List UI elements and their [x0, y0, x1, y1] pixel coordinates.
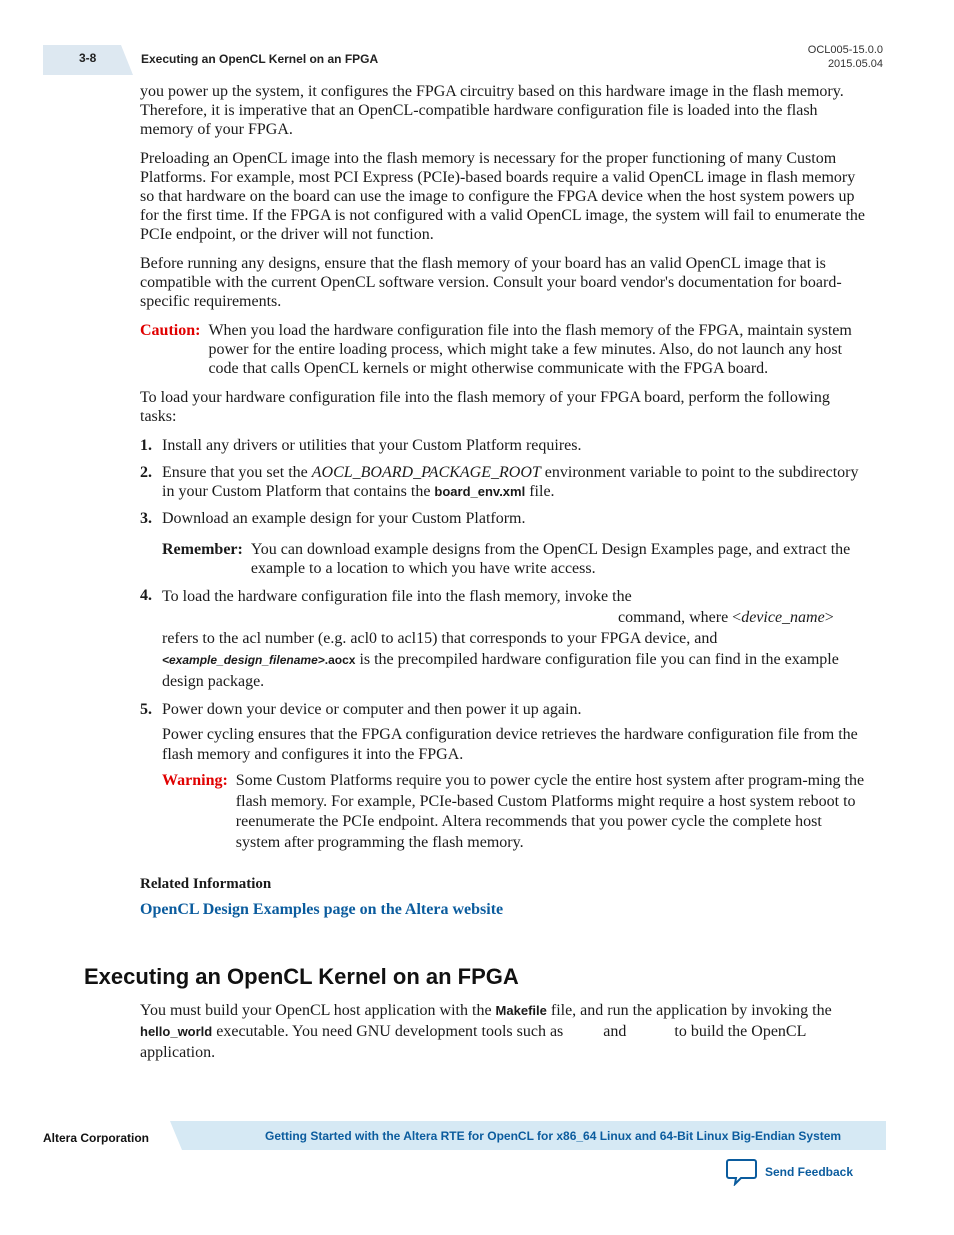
- main-content: [140, 82, 870, 919]
- steps-list: [140, 436, 870, 863]
- paragraph: To load your hardware configuration file into the flash memory of your FPGA board, perform the following tasks:: [140, 389, 830, 425]
- makefile-name: Makefile: [495, 1003, 547, 1018]
- footer-corporation: Altera Corporation: [43, 1131, 150, 1145]
- file-extension: .aocx: [324, 653, 356, 667]
- send-feedback-label: Send Feedback: [765, 1165, 854, 1179]
- step-text: Ensure that you set the: [162, 464, 312, 481]
- paragraph: Preloading an OpenCL image into the flash memory is necessary for the proper functioning of many Custom Platforms. For example, most PCI Express (PCIe)-based boards require a valid OpenCL image in flash memory so that hardware on the board can use the image to configure the FPGA device when the host system powers up for the first time. If the FPGA is not configured with a valid OpenCL image, the system will fail to enumerate the PCIe endpoint, or the driver will not function.: [140, 150, 866, 243]
- step-text: command, where <: [618, 609, 742, 626]
- step-text: is the precompiled hardware configuration file you can find in the example design package.: [162, 651, 839, 690]
- step-text: Install any drivers or utilities that your Custom Platform requires.: [162, 437, 582, 454]
- paragraph: Before running any designs, ensure that the flash memory of your board has an valid OpenCL image that is compatible with the current OpenCL software version. Consult your board vendor's documentation for board-specific requirements.: [140, 255, 842, 310]
- list-item: [140, 586, 870, 692]
- doc-date: 2015.05.04: [827, 58, 883, 70]
- env-variable: AOCL_BOARD_PACKAGE_ROOT: [311, 464, 541, 481]
- section-text: file, and run the application by invoking the: [546, 1002, 832, 1019]
- section-text: to build the OpenCL application.: [140, 1023, 806, 1061]
- step-text: >: [824, 609, 834, 626]
- section-paragraph: [140, 1000, 870, 1063]
- step-number: 4.: [140, 587, 152, 604]
- doc-id: OCL005-15.0.0: [807, 44, 883, 56]
- list-item: [140, 436, 870, 455]
- file-variable: <example_design_filename>: [162, 653, 325, 667]
- doc-id-block: [808, 43, 883, 71]
- list-item: [140, 463, 870, 501]
- page-number: 3-8: [79, 51, 97, 65]
- caution-text: When you load the hardware configuration file into the flash memory of the FPGA, maintain system power for the entire loading process, which might take a few minutes. Also, do not launch any host code that calls OpenCL kernels or might otherwise communicate with the FPGA board.: [208, 322, 852, 377]
- warning-note: [162, 771, 870, 853]
- step-text: Download an example design for your Custom Platform.: [162, 510, 526, 527]
- step-number: 1.: [140, 437, 152, 454]
- related-link[interactable]: OpenCL Design Examples page on the Altera website: [140, 901, 504, 918]
- related-info-title: Related Information: [140, 876, 272, 892]
- step-text: Power down your device or computer and then power it up again.: [162, 701, 582, 718]
- step-subtext: Power cycling ensures that the FPGA configuration device retrieves the hardware configuration file from the flash memory and configures it into the FPGA.: [162, 726, 858, 763]
- step-number: 2.: [140, 464, 152, 481]
- list-item: [140, 700, 870, 863]
- section-heading: Executing an OpenCL Kernel on an FPGA: [84, 964, 519, 989]
- section-text: You must build your OpenCL host application with the: [140, 1002, 496, 1019]
- executable-name: hello_world: [140, 1024, 213, 1039]
- section-text: executable. You need GNU development tools such as: [212, 1023, 564, 1040]
- step-text: environment variable to point to the subdirectory in your Custom Platform that contains the: [162, 464, 859, 500]
- device-name-variable: device_name: [741, 609, 825, 626]
- file-name: board_env.xml: [434, 484, 526, 499]
- step-number: 3.: [140, 510, 152, 527]
- section-text: and: [603, 1023, 627, 1040]
- step-text: To load the hardware configuration file into the flash memory, invoke the: [162, 588, 632, 605]
- paragraph: you power up the system, it configures the FPGA circuitry based on this hardware image in the flash memory. Therefore, it is imperative that an OpenCL-compatible hardware configuration file is loaded into the flash memory of your FPGA.: [140, 83, 844, 138]
- send-feedback-button[interactable]: [726, 1158, 853, 1186]
- step-text: file.: [525, 483, 555, 500]
- step-text: refers to the acl number (e.g. acl0 to acl15) that corresponds to your FPGA device, and: [162, 630, 718, 647]
- footer-doc-title-link[interactable]: Getting Started with the Altera RTE for OpenCL for x86_64 Linux and 64-Bit Linux Big-Endian System: [265, 1129, 842, 1143]
- remember-text: You can download example designs from the OpenCL Design Examples page, and extract the example to a location to which you have write access.: [250, 541, 851, 577]
- remember-label: Remember:: [162, 541, 243, 558]
- warning-label: Warning:: [162, 772, 228, 789]
- caution-note: [140, 321, 870, 378]
- caution-label: Caution:: [140, 322, 201, 339]
- warning-text: Some Custom Platforms require you to power cycle the entire host system after program-ming the flash memory. For example, PCIe-based Custom Platforms might require a host system reboot to reenumerate the PCIe endpoint. Altera recommends that you power cycle the complete host system after programming the flash memory.: [235, 772, 865, 851]
- list-item: [140, 509, 870, 578]
- remember-note: [162, 540, 870, 578]
- header-section-title: Executing an OpenCL Kernel on an FPGA: [141, 52, 379, 66]
- feedback-icon: [726, 1158, 757, 1186]
- step-number: 5.: [140, 701, 152, 718]
